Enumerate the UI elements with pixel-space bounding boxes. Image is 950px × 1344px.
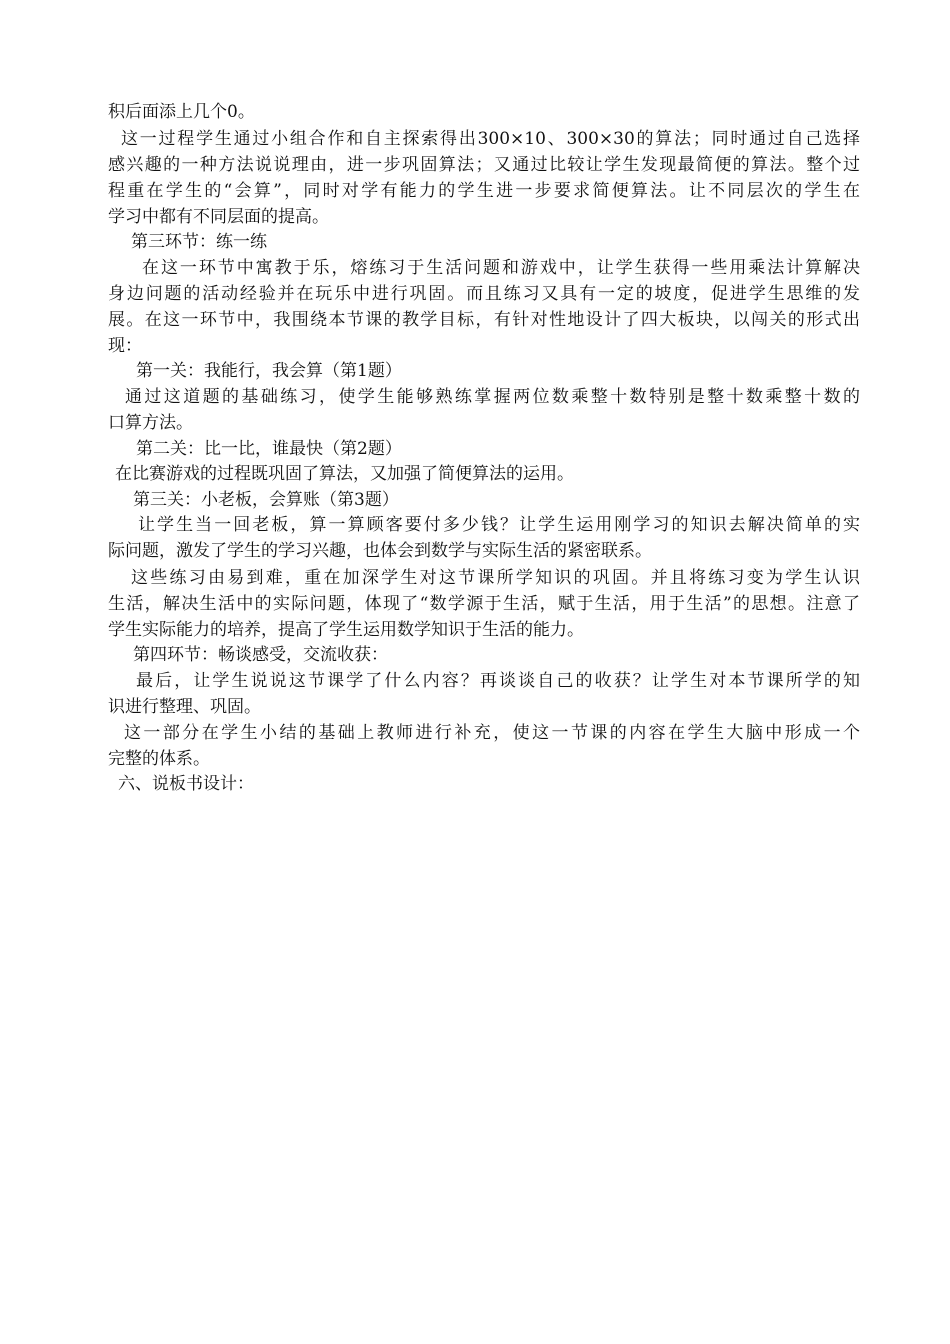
text-line: 这一部分在学生小结的基础上教师进行补充，使这一节课的内容在学生大脑中形成一个 xyxy=(124,723,860,743)
text-line: 际问题，激发了学生的学习兴趣，也体会到数学与实际生活的紧密联系。 xyxy=(108,541,652,561)
level-heading: 第二关：比一比，谁最快（第2题） xyxy=(136,439,402,459)
text-line: 感兴趣的一种方法说说理由，进一步巩固算法；又通过比较让学生发现最简便的算法。整个过 xyxy=(108,155,860,175)
text-line: 通过这道题的基础练习，使学生能够熟练掌握两位数乘整十数特别是整十数乘整十数的 xyxy=(125,387,860,407)
text-line: 口算方法。 xyxy=(108,413,193,433)
level-heading: 第一关：我能行，我会算（第1题） xyxy=(136,361,402,381)
level-heading: 第三关：小老板，会算账（第3题） xyxy=(133,490,399,510)
section-heading: 六、说板书设计： xyxy=(118,774,254,794)
text-line: 在这一环节中寓教于乐，熔练习于生活问题和游戏中，让学生获得一些用乘法计算解决 xyxy=(142,258,860,278)
text-line: 积后面添上几个0。 xyxy=(108,102,255,122)
text-line: 在比赛游戏的过程既巩固了算法，又加强了简便算法的运用。 xyxy=(115,464,574,484)
text-line: 展。在这一环节中，我围绕本节课的教学目标，有针对性地设计了四大板块，以闯关的形式出 xyxy=(108,310,860,330)
section-heading: 第四环节：畅谈感受，交流收获： xyxy=(133,645,388,665)
text-line: 现： xyxy=(108,336,142,356)
text-line: 身边问题的活动经验并在玩乐中进行巩固。而且练习又具有一定的坡度，促进学生思维的发 xyxy=(108,284,860,304)
text-line: 最后，让学生说说这节课学了什么内容？再谈谈自己的收获？让学生对本节课所学的知 xyxy=(136,671,860,691)
text-line: 生活，解决生活中的实际问题，体现了“数学源于生活，赋于生活，用于生活”的思想。注意了 xyxy=(108,594,860,614)
text-line: 识进行整理、巩固。 xyxy=(108,697,261,717)
text-line: 学生实际能力的培养，提高了学生运用数学知识于生活的能力。 xyxy=(108,620,584,640)
section-heading: 第三环节：练一练 xyxy=(131,232,267,252)
text-line: 这些练习由易到难，重在加深学生对这节课所学知识的巩固。并且将练习变为学生认识 xyxy=(131,568,860,588)
text-line: 完整的体系。 xyxy=(108,749,210,769)
text-line: 学习中都有不同层面的提高。 xyxy=(108,207,329,227)
text-line: 让学生当一回老板，算一算顾客要付多少钱？让学生运用刚学习的知识去解决简单的实 xyxy=(138,515,860,535)
text-line: 程重在学生的“会算”，同时对学有能力的学生进一步要求简便算法。让不同层次的学生在 xyxy=(108,181,860,201)
text-line: 这一过程学生通过小组合作和自主探索得出300×10、300×30的算法；同时通过自己选择 xyxy=(121,129,860,149)
